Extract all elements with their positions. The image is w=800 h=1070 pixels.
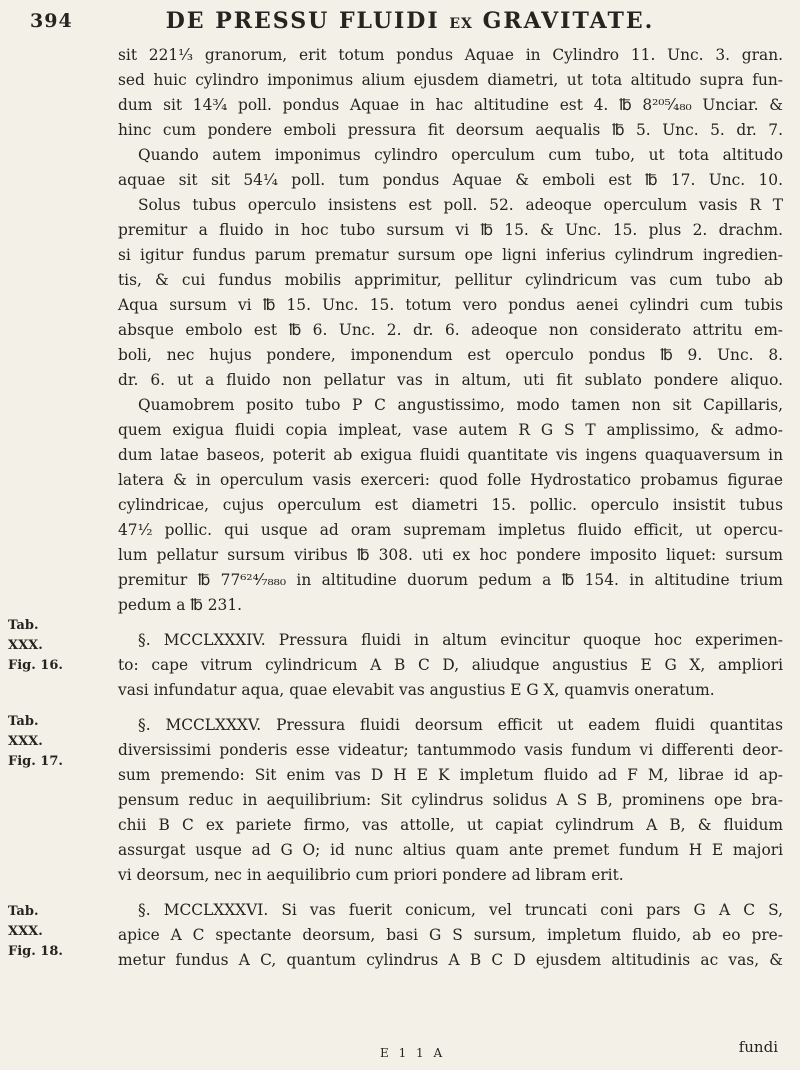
margin-note-tab: Tab.	[8, 618, 39, 633]
catchword: fundi	[738, 1038, 778, 1056]
text-line: dum sit 14³⁄₄ poll. pondus Aquae in hac altitudine est 4. ℔ 8²⁰⁵⁄₄₈₀ Unciar. &	[118, 96, 783, 114]
margin-note-fig: Fig. 17.	[8, 754, 63, 769]
running-title-part1: DE PRESSU FLUIDI	[165, 8, 440, 34]
text-line: latera & in operculum vasis exerceri: quod folle Hydrostatico probamus figurae	[118, 471, 783, 489]
margin-note-figure	[8, 902, 64, 962]
text-line: apice A C spectante deorsum, basi G S sursum, impletum fluido, ab eo pre-	[118, 926, 783, 944]
text-line: Quando autem imponimus cylindro operculum cum tubo, ut tota altitudo	[138, 146, 783, 164]
text-line: §. MCCLXXXV. Pressura fluidi deorsum efficit ut eadem fluidi quantitas	[138, 716, 783, 734]
text-line: Aqua sursum vi ℔ 15. Unc. 15. totum vero pondus aenei cylindri cum tubis	[118, 296, 783, 314]
text-line: boli, nec hujus pondere, imponendum est operculo pondus ℔ 9. Unc. 8.	[118, 346, 783, 364]
text-line: to: cape vitrum cylindricum A B C D, aliudque angustius E G X, ampliori	[118, 656, 783, 674]
text-line: sit 221¹⁄₃ granorum, erit totum pondus Aquae in Cylindro 11. Unc. 3. gran.	[118, 46, 783, 64]
text-line: Quamobrem posito tubo P C angustissimo, modo tamen non sit Capillaris,	[138, 396, 783, 414]
text-line: si igitur fundus parum prematur sursum ope ligni inferius cylindrum ingredien-	[118, 246, 783, 264]
text-line: premitur ℔ 77⁶²⁴⁄₇₈₈₀ in altitudine duorum pedum a ℔ 154. in altitudine trium	[118, 571, 783, 589]
margin-note-tab: Tab.	[8, 714, 39, 729]
text-line: vi deorsum, nec in aequilibrio cum priori pondere ad libram erit.	[118, 866, 624, 884]
text-line: dum latae baseos, poterit ab exigua fluidi quantitate vis ingens quaquaversum in	[118, 446, 783, 464]
page-number: 394	[30, 10, 73, 32]
text-line: quem exigua fluidi copia impleat, vase autem R G S T amplissimo, & admo-	[118, 421, 783, 439]
text-line: aquae sit sit 54¹⁄₄ poll. tum pondus Aquae & emboli est ℔ 17. Unc. 10.	[118, 171, 783, 189]
text-line: §. MCCLXXXIV. Pressura fluidi in altum evincitur quoque hoc experimen-	[138, 631, 783, 649]
text-line: diversissimi ponderis esse videatur; tantummodo vasis fundum vi differenti deor-	[118, 741, 783, 759]
text-line: 47¹⁄₂ pollic. qui usque ad oram supremam impletus fluido efficit, ut opercu-	[118, 521, 783, 539]
running-title-ex: EX	[449, 16, 473, 32]
text-line: §. MCCLXXXVI. Si vas fuerit conicum, vel truncati coni pars G A C S,	[138, 901, 783, 919]
text-line: Solus tubus operculo insistens est poll. 52. adeoque operculum vasis R T	[138, 196, 783, 214]
page-header	[30, 6, 790, 40]
running-title-part2: GRAVITATE.	[482, 8, 655, 34]
running-title	[90, 8, 730, 34]
text-line: tis, & cui fundus mobilis apprimitur, pellitur cylindricum vas cum tubo ab	[118, 271, 783, 289]
text-line: sed huic cylindro imponimus alium ejusdem diametri, ut tota altitudo supra fun-	[118, 71, 783, 89]
text-line: chii B C ex pariete firmo, vas attolle, ut capiat cylindrum A B, & fluidum	[118, 816, 783, 834]
text-line: hinc cum pondere emboli pressura fit deorsum aequalis ℔ 5. Unc. 5. dr. 7.	[118, 121, 783, 139]
text-line: cylindricae, cujus operculum est diametri 15. pollic. operculo insistit tubus	[118, 496, 783, 514]
text-line: assurgat usque ad G O; id nunc altius quam ante premet fundum H E majori	[118, 841, 783, 859]
signature-mark: E 1 1 A	[380, 1046, 446, 1060]
text-line: absque embolo est ℔ 6. Unc. 2. dr. 6. adeoque non considerato attritu em-	[118, 321, 783, 339]
margin-note-fig: Fig. 18.	[8, 944, 63, 959]
margin-note-table: XXX.	[8, 734, 43, 749]
margin-note-figure	[8, 616, 64, 676]
text-line: sum premendo: Sit enim vas D H E K impletum fluido ad F M, librae id ap-	[118, 766, 783, 784]
text-line: lum pellatur sursum viribus ℔ 308. uti ex hoc pondere imposito liquet: sursum	[118, 546, 783, 564]
text-line: pedum a ℔ 231.	[118, 596, 243, 614]
margin-note-tab: Tab.	[8, 904, 39, 919]
text-line: pensum reduc in aequilibrium: Sit cylindrus solidus A S B, prominens ope bra-	[118, 791, 783, 809]
margin-note-table: XXX.	[8, 638, 43, 653]
text-line: vasi infundatur aqua, quae elevabit vas angustius E G X, quamvis oneratum.	[118, 681, 715, 699]
margin-note-table: XXX.	[8, 924, 43, 939]
text-line: dr. 6. ut a fluido non pellatur vas in altum, uti fit sublato pondere aliquo.	[118, 371, 783, 389]
text-line: premitur a fluido in hoc tubo sursum vi ℔ 15. & Unc. 15. plus 2. drachm.	[118, 221, 783, 239]
margin-note-figure	[8, 712, 64, 772]
text-line: metur fundus A C, quantum cylindrus A B C D ejusdem altitudinis ac vas, &	[118, 951, 783, 969]
margin-note-fig: Fig. 16.	[8, 658, 63, 673]
